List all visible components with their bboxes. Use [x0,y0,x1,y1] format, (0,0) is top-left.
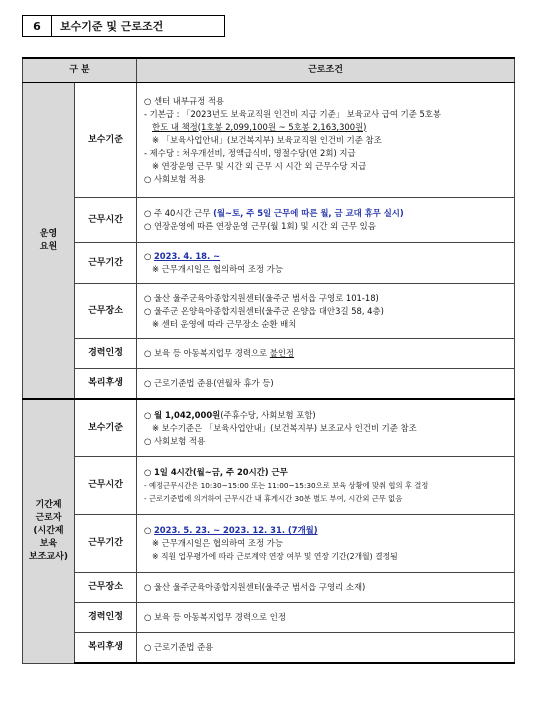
content-line: ○ 1일 4시간(월~금, 주 20시간) 근무 [144,467,288,477]
table-row [23,603,515,633]
content-line: ○ 2023. 5. 23. ~ 2023. 12. 31. (7개월) [144,525,318,535]
content-line: ○ 근로기준법 준용 [144,642,214,652]
table-row [23,284,515,339]
content-line: ※ 근무개시일은 협의하여 조정 가능 [152,538,283,548]
content-line: - 기본급 : 「2023년도 보육교직원 인건비 지급 기준」 보육교사 급여 기준 5호봉 [144,108,441,119]
content-line: ※ 센터 운영에 따라 근무장소 순환 배치 [152,318,297,329]
table-row [23,369,515,400]
content-line: ※ 보수기준은 「보육사업안내」(보건복지부) 보조교사 인건비 기준 참조 [152,422,417,433]
content-line: ○ 근로기준법 준용(연월차 휴가 등) [144,378,274,388]
table-row [23,457,515,515]
row-label-career: 경력인정 [75,339,137,369]
content-line: ○ 보육 등 아동복지업무 경력으로 인정 [144,612,286,622]
content-line: ○ 센터 내부규정 적용 [144,95,225,106]
content-line: ○ 보육 등 아동복지업무 경력으로 불인정 [144,348,295,358]
row-label-hours: 근무시간 [75,198,137,243]
content-line: - 예정근무시간은 10:30~15:00 또는 11:00~15:30으로 보육 상황에 맞춰 협의 후 결정 [144,481,429,490]
row-label-career: 경력인정 [75,603,137,633]
content-line: ○ 2023. 4. 18. ~ [144,251,221,261]
row-label-welfare: 복리후생 [75,369,137,400]
content-line: 한도 내 책정(1호봉 2,099,100원 ~ 5호봉 2,163,300원) [152,121,367,132]
section-heading [22,15,225,37]
content-line: ○ 월 1,042,000원(주휴수당, 사회보험 포함) [144,409,316,420]
row-content-period [137,515,515,573]
row-label-period: 근무기간 [75,515,137,573]
content-line: - 제수당 : 처우개선비, 정액급식비, 명절수당(연 2회) 지급 [144,147,356,158]
row-content-pay [137,399,515,457]
content-line: ※ 연장운영 근무 및 시간 외 근무 시 시간 외 근무수당 지급 [152,160,367,171]
row-content-welfare [137,633,515,664]
row-content-career [137,339,515,369]
row-label-pay: 보수기준 [75,83,137,198]
table-row [23,515,515,573]
row-label-pay: 보수기준 [75,399,137,457]
row-content-hours [137,457,515,515]
row-label-welfare: 복리후생 [75,633,137,664]
table-row [23,198,515,243]
content-line: ○ 주 40시간 근무 (월~토, 주 5일 근무에 따른 월, 금 교대 휴무 실시) [144,208,404,218]
header-category: 구 분 [23,58,137,83]
table-row [23,573,515,603]
content-line: - 근로기준법에 의거하여 근무시간 내 휴게시간 30분 별도 부여, 시간외 근무 없음 [144,494,403,503]
table-row [23,633,515,664]
table-header-row [23,58,515,83]
conditions-table [22,57,515,664]
row-label-period: 근무기간 [75,243,137,284]
content-line: ○ 연장운영에 따른 연장운영 근무(월 1회) 및 시간 외 근무 있음 [144,221,376,231]
row-content-period [137,243,515,284]
content-line: ※ 근무개시일은 협의하여 조정 가능 [152,264,283,274]
content-line: ○ 사회보험 적용 [144,435,206,446]
row-content-pay [137,83,515,198]
content-line: ○ 울산 울주군육아종합지원센터(울주군 범서읍 구영로 101-18) [144,292,379,303]
content-line: ※ 「보육사업안내」(보건복지부) 보육교직원 인건비 기준 참조 [152,134,382,145]
row-label-location: 근무장소 [75,284,137,339]
table-row [23,83,515,198]
header-content: 근로조건 [137,58,515,83]
content-line: ○ 울주군 온양육아종합지원센터(울주군 온양읍 대안3길 58, 4층) [144,305,384,316]
section-number: 6 [22,15,52,37]
table-row [23,339,515,369]
content-line: ○ 사회보험 적용 [144,173,206,184]
row-content-career [137,603,515,633]
row-content-hours [137,198,515,243]
table-row [23,399,515,457]
content-line: ○ 울산 울주군육아종합지원센터(울주군 범서읍 구영리 소재) [144,582,366,592]
row-label-hours: 근무시간 [75,457,137,515]
table-row [23,243,515,284]
row-content-location [137,573,515,603]
section-title: 보수기준 및 근로조건 [52,15,225,37]
content-line: ※ 직원 업무평가에 따라 근로계약 연장 여부 및 연장 기간(2개월) 결정됨 [152,552,398,561]
row-label-location: 근무장소 [75,573,137,603]
group-label-contract: 기간제 근로자 (시간제 보육 보조교사) [23,399,75,663]
row-content-location [137,284,515,339]
row-content-welfare [137,369,515,400]
group-label-staff: 운영 요원 [23,83,75,400]
